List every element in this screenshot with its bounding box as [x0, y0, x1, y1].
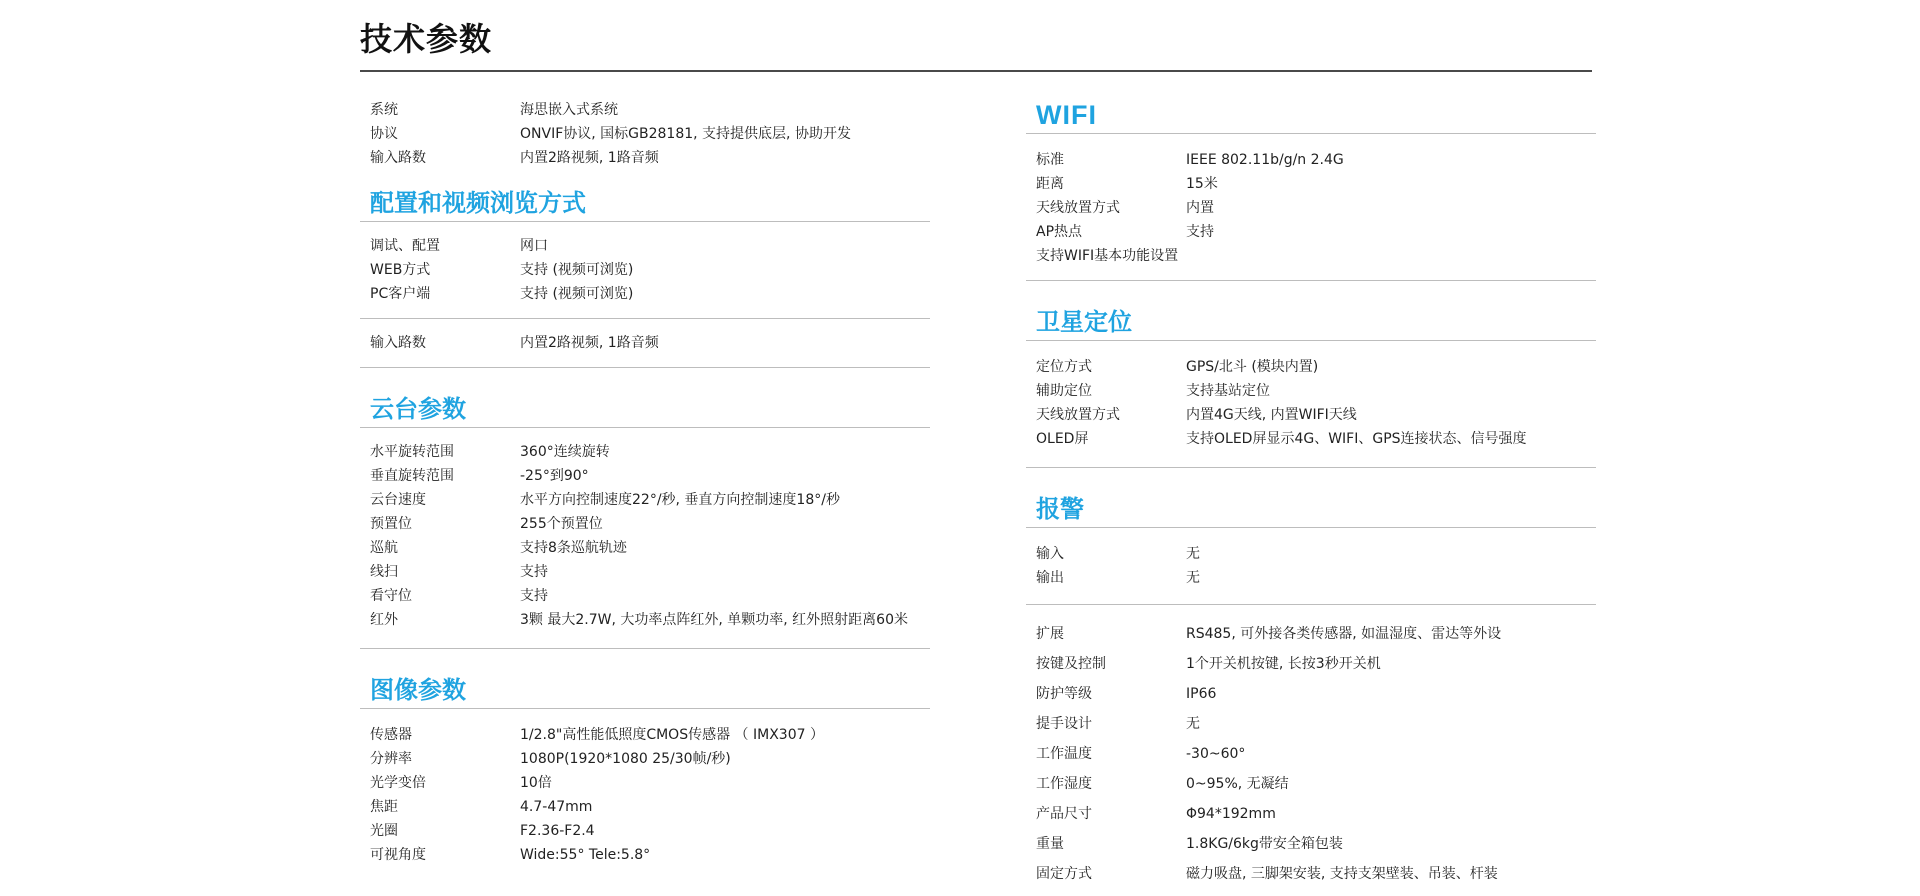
param-value: F2.36-F2.4	[520, 823, 595, 839]
param-row	[370, 608, 930, 632]
param-label: 工作湿度	[1036, 776, 1092, 792]
param-group	[360, 428, 930, 649]
param-label: 调试、配置	[370, 238, 440, 254]
title-divider	[360, 70, 1592, 72]
param-label: 线扫	[370, 564, 398, 580]
param-row	[1036, 739, 1596, 769]
param-label: 工作温度	[1036, 746, 1092, 762]
param-row	[370, 536, 930, 560]
param-value: 1080P(1920*1080 25/30帧/秒)	[520, 751, 731, 767]
param-value: Φ94*192mm	[1186, 806, 1276, 822]
param-group	[1026, 528, 1596, 605]
param-label: 可视角度	[370, 847, 426, 863]
param-row	[370, 843, 930, 867]
param-row	[1036, 769, 1596, 799]
param-value: 支持8条巡航轨迹	[520, 540, 627, 556]
param-value	[1186, 244, 1596, 268]
param-label: 天线放置方式	[1036, 200, 1120, 216]
param-value: 1/2.8"高性能低照度CMOS传感器 （ IMX307 ）	[520, 727, 824, 743]
param-value: 360°连续旋转	[520, 444, 610, 460]
param-value: 水平方向控制速度22°/秒, 垂直方向控制速度18°/秒	[520, 492, 840, 508]
param-value: 内置2路视频, 1路音频	[520, 335, 659, 351]
param-label: 看守位	[370, 588, 412, 604]
param-group	[1026, 134, 1596, 281]
section-heading: 配置和视频浏览方式	[360, 184, 930, 222]
param-label: 标准	[1036, 152, 1064, 168]
param-row	[1036, 172, 1596, 196]
param-row	[1036, 379, 1596, 403]
param-value: 网口	[520, 238, 548, 254]
param-label: 辅助定位	[1036, 383, 1092, 399]
param-label: 输入路数	[370, 150, 426, 166]
param-group	[1026, 341, 1596, 468]
param-value: 支持 (视频可浏览)	[520, 286, 634, 302]
param-row	[1036, 196, 1596, 220]
param-row	[370, 512, 930, 536]
param-label: 距离	[1036, 176, 1064, 192]
param-label: 分辨率	[370, 751, 412, 767]
param-row	[370, 488, 930, 512]
param-label: 水平旋转范围	[370, 444, 454, 460]
param-group	[360, 709, 930, 867]
param-label: WEB方式	[370, 262, 431, 278]
param-label: 产品尺寸	[1036, 806, 1092, 822]
param-value: IEEE 802.11b/g/n 2.4G	[1186, 152, 1344, 168]
param-label: 光学变倍	[370, 775, 426, 791]
param-row	[370, 819, 930, 843]
param-value: 4.7-47mm	[520, 799, 593, 815]
param-row	[370, 464, 930, 488]
param-row	[370, 795, 930, 819]
param-group	[360, 98, 930, 170]
param-value: -30~60°	[1186, 746, 1246, 762]
param-row	[1036, 542, 1596, 566]
param-row	[370, 747, 930, 771]
param-value: 0~95%, 无凝结	[1186, 776, 1289, 792]
param-label: 光圈	[370, 823, 398, 839]
section-heading: 卫星定位	[1026, 303, 1596, 341]
left-section-3	[360, 671, 930, 867]
param-group	[360, 319, 930, 368]
param-value: 磁力吸盘, 三脚架安装, 支持支架壁装、吊装、杆装	[1186, 866, 1498, 882]
right-section-0	[1026, 96, 1596, 281]
param-row	[1036, 427, 1596, 451]
param-label: 定位方式	[1036, 359, 1092, 375]
param-value: 1.8KG/6kg带安全箱包装	[1186, 836, 1343, 852]
param-row	[370, 723, 930, 747]
param-row	[1036, 220, 1596, 244]
param-value: 支持	[1186, 224, 1214, 240]
param-value: 255个预置位	[520, 516, 603, 532]
param-label: OLED屏	[1036, 431, 1089, 447]
right-section-2	[1026, 490, 1596, 889]
param-label: 固定方式	[1036, 866, 1092, 882]
param-label: 输入路数	[370, 335, 426, 351]
left-column	[360, 98, 930, 867]
param-label: 传感器	[370, 727, 412, 743]
param-value: 10倍	[520, 775, 552, 791]
param-label: 红外	[370, 612, 398, 628]
param-row	[1036, 244, 1596, 268]
param-label: 预置位	[370, 516, 412, 532]
param-label: 支持WIFI基本功能设置	[1036, 248, 1179, 264]
param-label: 焦距	[370, 799, 398, 815]
param-value: 内置	[1186, 200, 1214, 216]
param-value: 15米	[1186, 176, 1218, 192]
param-value: 无	[1186, 570, 1200, 586]
param-value: 内置2路视频, 1路音频	[520, 150, 659, 166]
param-value: 支持 (视频可浏览)	[520, 262, 634, 278]
param-value: 无	[1186, 716, 1200, 732]
param-value: 支持基站定位	[1186, 383, 1270, 399]
param-row	[370, 146, 930, 170]
param-value: 支持	[520, 564, 548, 580]
param-value: 3颗 最大2.7W, 大功率点阵红外, 单颗功率, 红外照射距离60米	[520, 612, 908, 628]
param-value: 海思嵌入式系统	[520, 102, 618, 118]
param-label: 系统	[370, 102, 398, 118]
param-row	[1036, 679, 1596, 709]
section-heading: 报警	[1026, 490, 1596, 528]
param-row	[1036, 709, 1596, 739]
param-row	[370, 440, 930, 464]
param-row	[1036, 829, 1596, 859]
param-row	[1036, 148, 1596, 172]
right-column	[1026, 96, 1596, 889]
param-value: 1个开关机按键, 长按3秒开关机	[1186, 656, 1381, 672]
param-row	[370, 122, 930, 146]
param-row	[370, 282, 930, 306]
param-row	[370, 234, 930, 258]
param-label: AP热点	[1036, 224, 1083, 240]
param-row	[1036, 403, 1596, 427]
param-value: 内置4G天线, 内置WIFI天线	[1186, 407, 1357, 423]
param-value: GPS/北斗 (模块内置)	[1186, 359, 1319, 375]
param-label: 防护等级	[1036, 686, 1092, 702]
param-label: 扩展	[1036, 626, 1064, 642]
right-section-1	[1026, 303, 1596, 468]
param-row	[1036, 649, 1596, 679]
param-value: 支持OLED屏显示4G、WIFI、GPS连接状态、信号强度	[1186, 431, 1527, 447]
param-label: 垂直旋转范围	[370, 468, 454, 484]
param-group	[360, 222, 930, 319]
param-label: 提手设计	[1036, 716, 1092, 732]
page-title: 技术参数	[360, 20, 493, 58]
param-label: 重量	[1036, 836, 1064, 852]
param-label: 协议	[370, 126, 398, 142]
section-heading: 图像参数	[360, 671, 930, 709]
param-row	[370, 331, 930, 355]
param-row	[1036, 566, 1596, 590]
param-label: 输出	[1036, 570, 1064, 586]
param-label: 按键及控制	[1036, 656, 1106, 672]
param-row	[1036, 859, 1596, 889]
param-value: 支持	[520, 588, 548, 604]
left-section-0	[360, 98, 930, 170]
param-row	[370, 98, 930, 122]
section-heading: WIFI	[1026, 96, 1596, 134]
param-row	[1036, 619, 1596, 649]
param-row	[370, 560, 930, 584]
param-label: PC客户端	[370, 286, 431, 302]
param-row	[1036, 355, 1596, 379]
left-section-2	[360, 390, 930, 649]
param-label: 输入	[1036, 546, 1064, 562]
param-value: RS485, 可外接各类传感器, 如温湿度、雷达等外设	[1186, 626, 1502, 642]
section-heading: 云台参数	[360, 390, 930, 428]
param-value: -25°到90°	[520, 468, 589, 484]
left-section-1	[360, 184, 930, 368]
param-row	[370, 771, 930, 795]
param-group	[1026, 605, 1596, 889]
param-label: 天线放置方式	[1036, 407, 1120, 423]
param-row	[370, 258, 930, 282]
param-row	[370, 584, 930, 608]
param-label: 云台速度	[370, 492, 426, 508]
param-value: 无	[1186, 546, 1200, 562]
param-row	[1036, 799, 1596, 829]
param-value: Wide:55° Tele:5.8°	[520, 847, 651, 863]
param-value: IP66	[1186, 686, 1217, 702]
param-value: ONVIF协议, 国标GB28181, 支持提供底层, 协助开发	[520, 126, 851, 142]
param-label: 巡航	[370, 540, 398, 556]
